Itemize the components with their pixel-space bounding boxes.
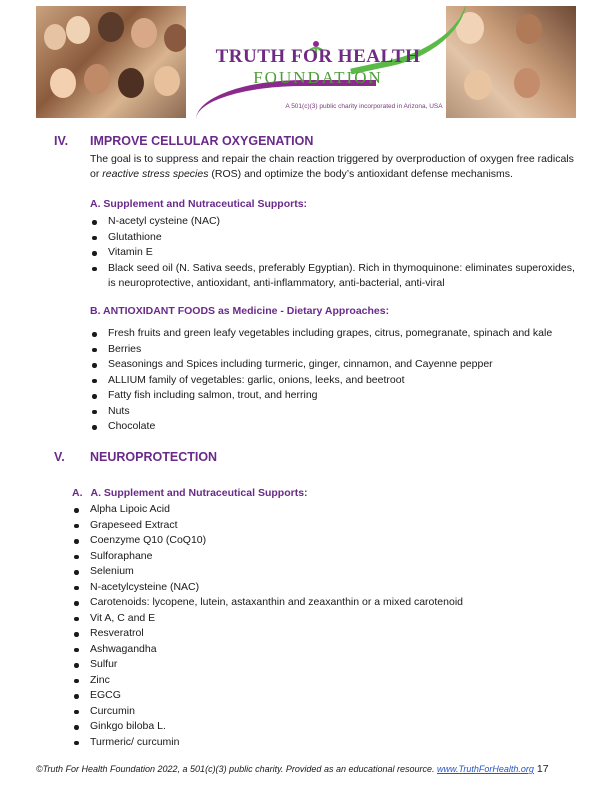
section-iv-subheading-a: A. Supplement and Nutraceutical Supports:	[90, 198, 308, 210]
list-item: N-acetyl cysteine (NAC)	[90, 214, 576, 230]
list-item: Black seed oil (N. Sativa seeds, preferably Egyptian). Rich in thymoquinone: eliminates superoxides, is neuroprotective, antioxidant, anti-inflammatory, anti-bacterial, anti-viral	[90, 261, 576, 292]
footer-website-link[interactable]: www.TruthForHealth.org	[437, 764, 534, 774]
header-banner	[36, 6, 576, 118]
section-iv-subheading-b: B. ANTIOXIDANT FOODS as Medicine - Dietary Approaches:	[90, 305, 390, 317]
list-item: Alpha Lipoic Acid	[72, 502, 576, 518]
list-item: Carotenoids: lycopene, lutein, astaxanthin and zeaxanthin or a mixed carotenoid	[72, 595, 576, 611]
list-item: Chocolate	[90, 419, 576, 435]
section-iv-list-a	[90, 214, 576, 292]
footer-copyright: ©Truth For Health Foundation 2022, a 501(c)(3) public charity. Provided as an educational resource.	[36, 764, 438, 774]
list-item: Curcumin	[72, 704, 576, 720]
section-iv-intro: The goal is to suppress and repair the chain reaction triggered by overproduction of oxygen free radicals or reactive stress species (ROS) and optimize the body’s antioxidant defense mechanisms.	[90, 153, 574, 180]
list-item: Turmeric/ curcumin	[72, 735, 576, 751]
list-item: Vit A, C and E	[72, 611, 576, 627]
list-item: Zinc	[72, 673, 576, 689]
list-item: Ginkgo biloba L.	[72, 719, 576, 735]
section-number: IV.	[54, 134, 69, 148]
section-iv-list-b	[90, 326, 576, 435]
list-item: Ashwagandha	[72, 642, 576, 658]
list-item: Berries	[90, 342, 576, 358]
section-v-heading	[54, 450, 574, 466]
brand-caption: A 501(c)(3) public charity incorporated in Arizona, USA	[285, 103, 443, 110]
subheading-marker: A.	[72, 487, 83, 499]
brand-subtitle: FOUNDATION	[253, 68, 383, 87]
list-item: Grapeseed Extract	[72, 518, 576, 534]
list-item: ALLIUM family of vegetables: garlic, onions, leeks, and beetroot	[90, 373, 576, 389]
page-footer	[36, 763, 576, 775]
brand-name: TRUTH FOR HEALTH	[215, 46, 421, 67]
list-item: Resveratrol	[72, 626, 576, 642]
list-item: N-acetylcysteine (NAC)	[72, 580, 576, 596]
list-item: Glutathione	[90, 230, 576, 246]
section-iv-heading	[54, 134, 574, 150]
section-title: NEUROPROTECTION	[90, 450, 218, 464]
section-v-list-a	[72, 502, 576, 750]
list-item: Seasonings and Spices including turmeric, ginger, cinnamon, and Cayenne pepper	[90, 357, 576, 373]
page-number: 17	[536, 763, 549, 775]
list-item: Coenzyme Q10 (CoQ10)	[72, 533, 576, 549]
list-item: Sulfur	[72, 657, 576, 673]
list-item: Vitamin E	[90, 245, 576, 261]
list-item: Sulforaphane	[72, 549, 576, 565]
list-item: Fatty fish including salmon, trout, and herring	[90, 388, 576, 404]
subheading-text: A. Supplement and Nutraceutical Supports:	[90, 487, 308, 499]
list-item: Selenium	[72, 564, 576, 580]
list-item: EGCG	[72, 688, 576, 704]
section-title: IMPROVE CELLULAR OXYGENATION	[90, 134, 314, 148]
section-number: V.	[54, 450, 65, 464]
list-item: Fresh fruits and green leafy vegetables including grapes, citrus, pomegranate, spinach and kale	[90, 326, 576, 342]
section-v-subheading-a	[72, 487, 308, 499]
list-item: Nuts	[90, 404, 576, 420]
